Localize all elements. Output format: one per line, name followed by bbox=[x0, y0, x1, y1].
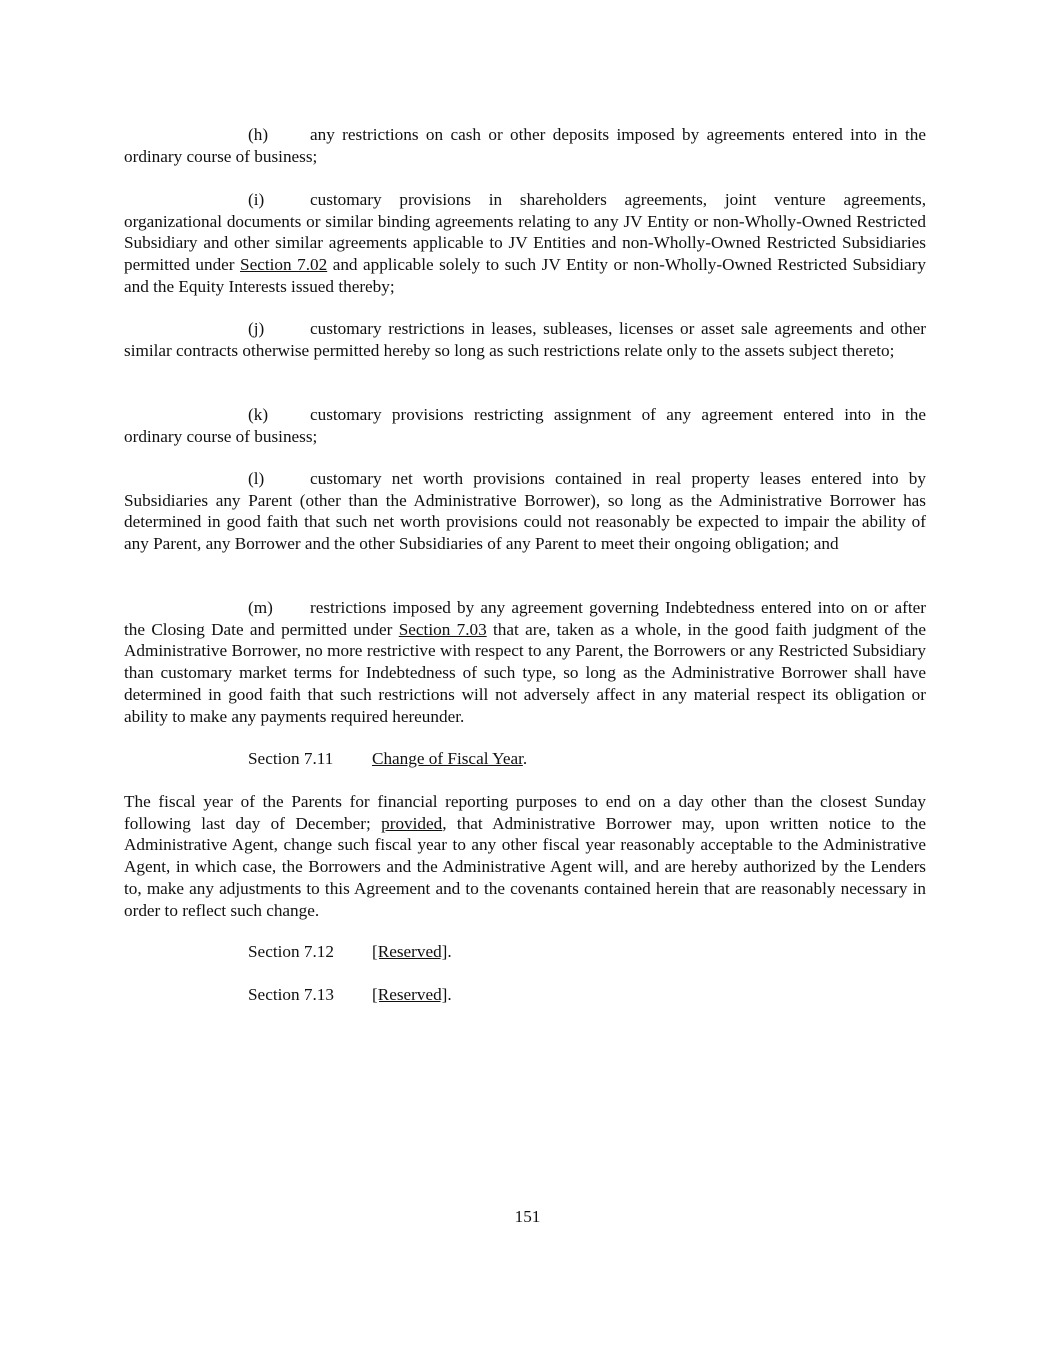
section-reference-link: Section 7.02 bbox=[240, 255, 328, 275]
section-body-text: The fiscal year of the Parents for financial reporting purposes to end on a day other than the closest Sunday following last day of December; bbox=[124, 792, 926, 833]
clause-i bbox=[124, 189, 926, 298]
clause-label: (l) bbox=[248, 469, 265, 488]
clause-label: (j) bbox=[248, 319, 265, 338]
clause-label: (m) bbox=[248, 598, 273, 617]
clause-k bbox=[124, 404, 926, 447]
clause-label: (k) bbox=[248, 405, 269, 424]
section-reference-link: Section 7.03 bbox=[398, 619, 487, 639]
section-title: [Reserved] bbox=[372, 985, 448, 1004]
clause-text: and applicable solely to such JV Entity or non-Wholly-Owned Restricted Subsidiary and the Equity Interests issued thereby; bbox=[124, 255, 926, 296]
clause-m bbox=[124, 597, 926, 727]
clause-label: (i) bbox=[248, 190, 265, 209]
section-7-12-heading: Section 7.12 [Reserved]. bbox=[248, 942, 452, 961]
page-number: 151 bbox=[514, 1207, 541, 1226]
section-number: Section 7.12 bbox=[248, 942, 334, 961]
section-number: Section 7.11 bbox=[248, 749, 334, 768]
section-number: Section 7.13 bbox=[248, 985, 334, 1004]
clause-text: that are, taken as a whole, in the good faith judgment of the Administrative Borrower, no more restrictive with respect to any Parent, the Borrowers or any Restricted Subsidiary than customary market terms for Indebtedness of such type, so long as the Administrative Borrower shall have determined in good faith that such restrictions will not adversely affect in any material respect its obligation or ability to make any payments required hereunder. bbox=[124, 619, 926, 726]
section-7-11-heading: Section 7.11 Change of Fiscal Year. bbox=[248, 749, 528, 768]
clause-label: (h) bbox=[248, 125, 269, 144]
provided-term: provided bbox=[381, 813, 443, 833]
clause-h bbox=[124, 124, 926, 167]
section-7-13-heading: Section 7.13 [Reserved]. bbox=[248, 985, 452, 1004]
section-title: Change of Fiscal Year bbox=[372, 749, 523, 768]
clause-l bbox=[124, 468, 926, 555]
clause-j bbox=[124, 318, 926, 361]
clause-text: customary provisions restricting assignment of any agreement entered into in the ordinary course of business; bbox=[124, 405, 926, 446]
clause-text: customary provisions in shareholders agreements, joint venture agreements, organizational documents or similar binding agreements relating to any JV Entity or non-Wholly-Owned Restricted Subsidiary and other similar agreements applicable to JV Entities and non-Wholly-Owned Restricted Subsidiaries permitted under bbox=[124, 190, 926, 275]
section-title: [Reserved] bbox=[372, 942, 448, 961]
clause-text: restrictions imposed by any agreement governing Indebtedness entered into on or after the Closing Date and permitted under bbox=[124, 598, 926, 639]
clause-text: any restrictions on cash or other deposits imposed by agreements entered into in the ordinary course of business; bbox=[124, 125, 926, 166]
section-body-text: , that Administrative Borrower may, upon written notice to the Administrative Agent, change such fiscal year to any other fiscal year reasonably acceptable to the Administrative Agent, in which case, the Borrowers and the Administrative Agent will, and are hereby authorized by the Lenders to, make any adjustments to this Agreement and to the covenants contained herein that are reasonably necessary in order to reflect such change. bbox=[124, 813, 926, 920]
clause-text: customary net worth provisions contained in real property leases entered into by Subsidiaries any Parent (other than the Administrative Borrower), so long as the Administrative Borrower has determined in good faith that such net worth provisions could not reasonably be expected to impair the ability of any Parent, any Borrower and the other Subsidiaries of any Parent to meet their ongoing obligation; and bbox=[124, 469, 926, 554]
clause-text: customary restrictions in leases, subleases, licenses or asset sale agreements and other similar contracts otherwise permitted hereby so long as such restrictions relate only to the assets subject thereto; bbox=[124, 319, 926, 360]
section-7-11-body bbox=[124, 791, 926, 921]
